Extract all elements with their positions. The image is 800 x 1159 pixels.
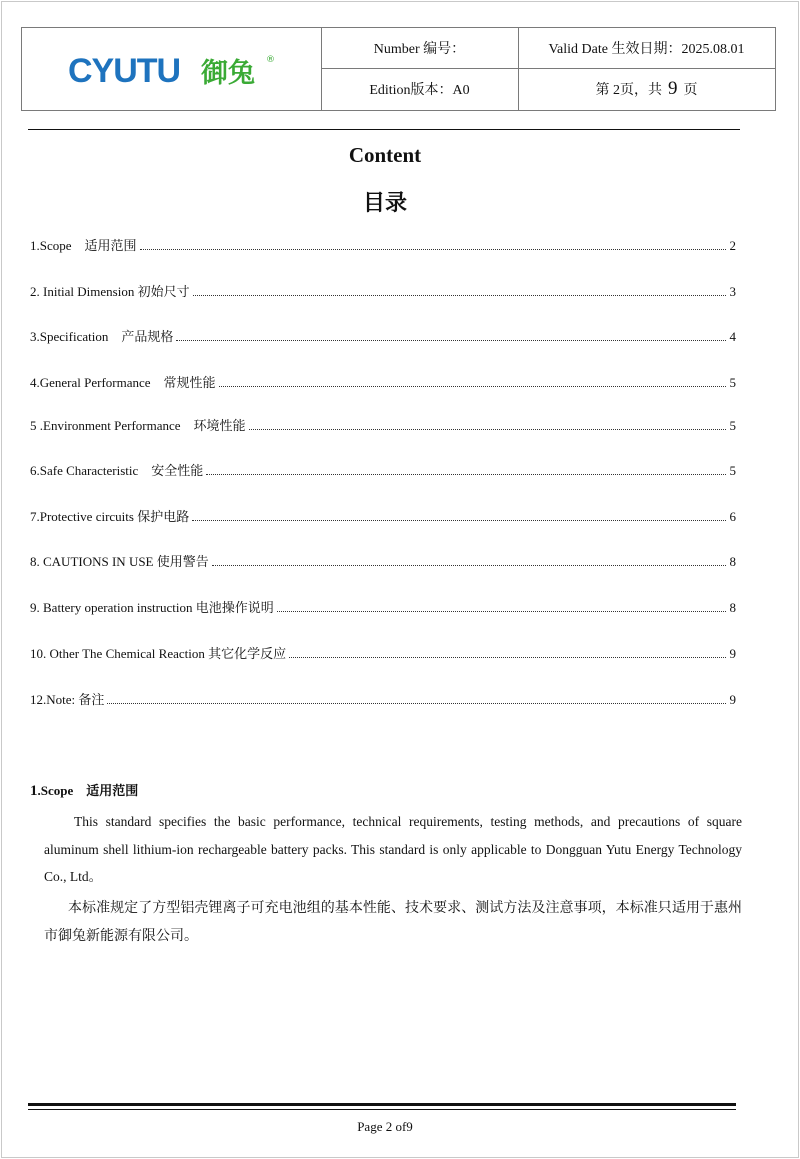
footer-rule-thick	[28, 1103, 736, 1106]
company-logo	[68, 48, 278, 92]
toc-item-page: 2	[729, 238, 736, 253]
toc-item-label: 6.Safe Characteristic 安全性能	[30, 463, 204, 478]
section-heading-scope	[30, 780, 138, 800]
svg-text:御兔: 御兔	[201, 58, 255, 89]
logo-cell	[22, 28, 322, 110]
valid-date: Valid Date 生效日期：2025.08.01	[548, 42, 745, 57]
toc-item-label: 8. CAUTIONS IN USE 使用警告	[30, 554, 209, 569]
header-rule	[28, 129, 740, 130]
toc-item[interactable]	[30, 234, 736, 254]
toc-item[interactable]	[30, 459, 736, 479]
toc-item[interactable]	[30, 550, 736, 570]
toc-item-label: 4.General Performance 常规性能	[30, 375, 216, 390]
toc-item-label: 1.Scope 适用范围	[30, 238, 137, 253]
document-number-label: Number 编号：	[373, 42, 466, 57]
toc-leader	[277, 610, 726, 612]
toc-item-label: 9. Battery operation instruction 电池操作说明	[30, 600, 274, 615]
page-count-cell	[518, 68, 775, 110]
section-number: 1	[30, 783, 38, 799]
header-table	[21, 27, 776, 111]
toc-item-page: 8	[729, 554, 736, 569]
toc-item[interactable]	[30, 642, 736, 662]
toc-item[interactable]	[30, 371, 736, 391]
toc-item-label: 12.Note: 备注	[30, 692, 105, 707]
toc-leader	[289, 656, 725, 658]
toc-leader	[206, 473, 725, 475]
page-prefix: 第 2页，共	[595, 83, 662, 98]
cyutu-logo-icon	[68, 48, 278, 92]
toc-item-page: 5	[729, 418, 736, 433]
toc-item-page: 6	[729, 509, 736, 524]
content-title-en: Content	[348, 143, 422, 167]
toc-item[interactable]	[30, 414, 736, 434]
toc-leader	[192, 519, 725, 521]
toc-leader	[140, 248, 726, 250]
toc-item[interactable]	[30, 280, 736, 300]
content-title-zh: 目录	[362, 190, 407, 215]
toc-leader	[219, 385, 726, 387]
toc-item-page: 5	[729, 463, 736, 478]
toc-item[interactable]	[30, 325, 736, 345]
toc-item-page: 9	[729, 646, 736, 661]
toc-item-page: 8	[729, 600, 736, 615]
toc-item-label: 10. Other The Chemical Reaction 其它化学反应	[30, 646, 287, 661]
svg-text:CYUTU: CYUTU	[68, 52, 181, 90]
page-suffix: 页	[683, 83, 698, 98]
toc-item-label: 5 .Environment Performance 环境性能	[30, 418, 246, 433]
scope-paragraph-en: This standard specifies the basic performance, technical requirements, testing methods, and precautions of square aluminum shell lithium-ion rechargeable battery packs. This standard is only applicable to Dongguan Yutu Energy Technology Co., Ltd。	[44, 814, 742, 884]
page-footer: Page 2 of9	[357, 1119, 413, 1134]
toc-leader	[193, 294, 726, 296]
toc-item-page: 9	[729, 692, 736, 707]
section-title: .Scope 适用范围	[37, 783, 139, 798]
footer-rule-thin	[28, 1109, 736, 1110]
edition: Edition版本：A0	[369, 83, 470, 98]
toc-item[interactable]	[30, 505, 736, 525]
document-number-cell	[321, 28, 519, 69]
toc-item-page: 3	[729, 284, 736, 299]
toc-item-label: 7.Protective circuits 保护电路	[30, 509, 190, 524]
scope-paragraph-zh: 本标准规定了方型铝壳锂离子可充电池组的基本性能、技术要求、测试方法及注意事项，本标准只适用于惠州市御兔新能源有限公司。	[44, 901, 742, 944]
toc-item-page: 5	[729, 375, 736, 390]
toc-leader	[212, 564, 726, 566]
valid-date-cell	[518, 28, 775, 69]
svg-text:®: ®	[266, 55, 275, 65]
toc-item-label: 2. Initial Dimension 初始尺寸	[30, 284, 190, 299]
toc-leader	[249, 428, 726, 430]
page-total: 9	[668, 78, 678, 99]
toc-item[interactable]	[30, 596, 736, 616]
edition-cell	[321, 68, 519, 110]
toc-leader	[107, 702, 725, 704]
toc-leader	[176, 339, 725, 341]
toc-item[interactable]	[30, 688, 736, 708]
page-border	[1, 1, 799, 1158]
toc-item-page: 4	[729, 329, 736, 344]
toc-item-label: 3.Specification 产品规格	[30, 329, 174, 344]
